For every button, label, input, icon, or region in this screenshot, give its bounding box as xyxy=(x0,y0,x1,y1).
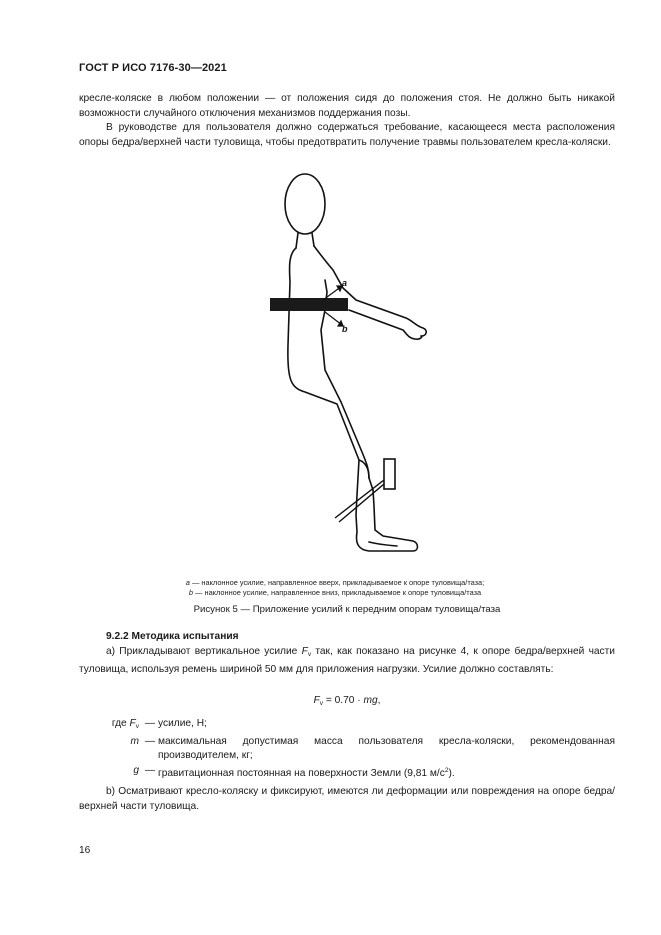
definitions-list xyxy=(79,717,615,781)
note-a-text: — наклонное усилие, направленное вверх, прикладываемое к опоре туловища/таза; xyxy=(189,578,485,587)
definition-g-superscript: 2 xyxy=(444,766,449,774)
paragraph-a xyxy=(79,645,615,677)
definition-g-text-1: гравитационная постоянная на поверхности Земли (9,81 м/с xyxy=(158,767,445,779)
force-label-b: b xyxy=(342,324,348,334)
definition-dash: — xyxy=(144,718,156,729)
definition-g-symbol: g xyxy=(133,764,139,776)
note-a-symbol: a xyxy=(185,578,190,587)
definition-g xyxy=(79,764,615,782)
note-b-text: — наклонное усилие, направленное вниз, прикладываемое к опоре туловища/таза xyxy=(192,588,482,597)
document-header: ГОСТ Р ИСО 7176-30—2021 xyxy=(79,62,227,74)
definition-fv-text: усилие, Н; xyxy=(158,718,207,729)
formula-symbol: F xyxy=(313,695,320,706)
definition-dash: — xyxy=(144,735,156,747)
figure-caption: Рисунок 5 — Приложение усилий к передним опорам туловища/таза xyxy=(193,604,501,615)
definition-m xyxy=(79,735,615,764)
force-subscript: v xyxy=(307,651,312,658)
paragraph-2: В руководстве для пользователя должно содержаться требование, касающееся места расположения опоры бедра/верхней части туловища, чтобы предотвратить получение травмы пользователем кресла-коляски. xyxy=(79,122,615,148)
arm-upper-outline xyxy=(314,246,426,336)
page-number: 16 xyxy=(79,845,91,856)
definition-fv-symbol: F xyxy=(129,718,136,729)
toe-outline xyxy=(369,542,397,546)
definition-fv xyxy=(79,717,615,735)
definition-fv-subscript: v xyxy=(135,723,139,730)
knee-pad xyxy=(384,459,395,489)
force-label-a: a xyxy=(342,278,348,288)
formula xyxy=(79,695,615,707)
knee-outline xyxy=(359,460,369,478)
formula-rhs: = 0.70 · xyxy=(322,695,364,706)
paragraph-b: b) Осматривают кресло-коляску и фиксируют, имеются ли деформации или повреждения на опоре бедра/верхней части туловища. xyxy=(79,786,615,812)
definition-dash: — xyxy=(144,764,156,776)
note-b-symbol: b xyxy=(188,588,193,597)
definition-m-symbol: m xyxy=(130,735,139,747)
definition-g-text xyxy=(158,764,615,782)
figure-note-b xyxy=(120,588,550,599)
neck-outline xyxy=(296,233,314,248)
formula-mg: mg xyxy=(363,695,378,706)
body-back-outline xyxy=(288,248,418,551)
formula-subscript: v xyxy=(319,700,323,707)
definition-g-text-2: ). xyxy=(448,767,455,779)
definition-m-text: максимальная допустимая масса пользователя кресла-коляски, рекомендованная производителем, кг; xyxy=(158,735,615,762)
figure-5-illustration xyxy=(265,170,435,570)
paragraph-a-part1: a) Прикладывают вертикальное усилие xyxy=(106,646,302,657)
head-outline xyxy=(285,174,325,234)
section-heading: 9.2.2 Методика испытания xyxy=(106,631,239,642)
formula-end: , xyxy=(377,695,381,706)
torso-strap xyxy=(270,298,348,311)
paragraph-1: кресле-коляске в любом положении — от положения сидя до положения стоя. Не должно быть никакой возможности случайного отключения механизмов поддержания позы. xyxy=(79,93,615,119)
knee-pad-rods xyxy=(335,480,384,522)
figure-note-a xyxy=(120,578,550,589)
definitions-where: где xyxy=(111,718,130,729)
force-symbol: F xyxy=(301,646,308,657)
paragraph-a-part2: так, как показано на рисунке 4, к опоре бедра/верхней части туловища, используя ремень шириной 50 мм для приложения нагрузки. Усилие должно составлять: xyxy=(79,646,615,675)
